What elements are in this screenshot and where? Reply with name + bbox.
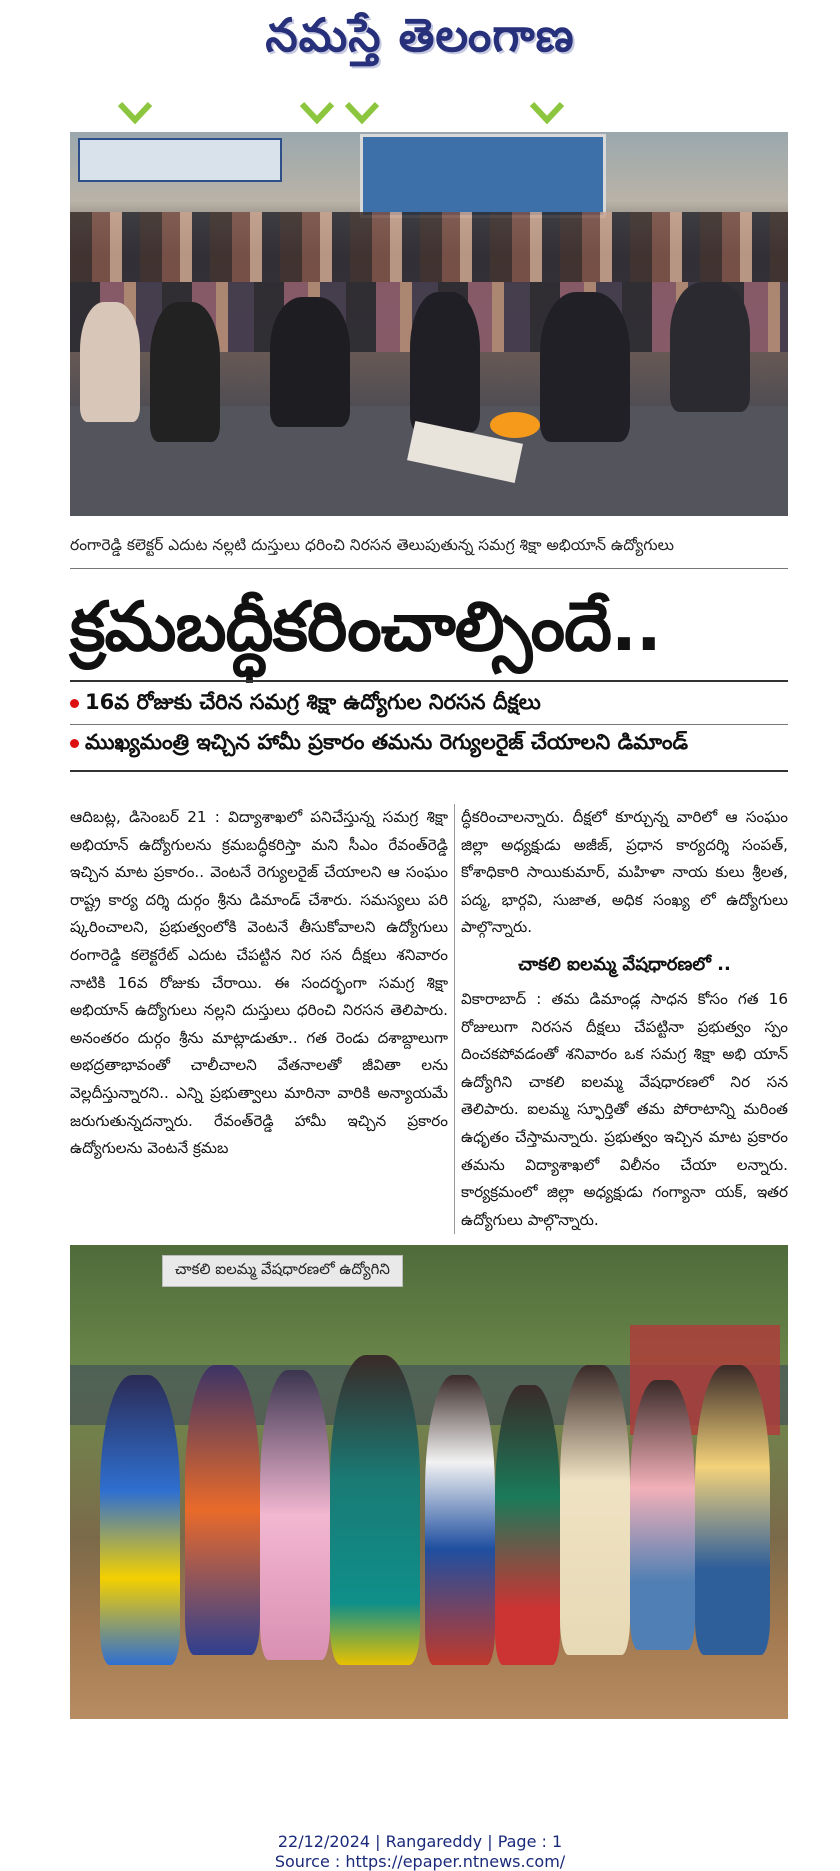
- article-column-2: ద్ధీకరించాలన్నారు. దీక్షలో కూర్చున్న వారిలో ఆ సంఘం జిల్లా అధ్యక్షుడు అజీజ్, ప్రధాన కార్యదర్శి సంపత్, కోశాధికారి సాయికుమార్, మహిళా నాయ కులు శ్రీలత, పద్మ, భార్గవి, సుజాత, అధిక సంఖ్య లో ఉద్యోగులు పాల్గొన్నారు.: [461, 808, 788, 937]
- chevron-decoration-icon: [345, 100, 379, 124]
- masthead-title: నమస్తే తెలంగాణ: [265, 8, 575, 62]
- bullet-dot-icon: [70, 739, 79, 748]
- subheadline-bullet: ముఖ్యమంత్రి ఇచ్చిన హామీ ప్రకారం తమను రెగ్యులరైజ్ చేయాలని డిమాండ్: [70, 730, 788, 760]
- footer-source: Source : https://epaper.ntnews.com/: [274, 1852, 566, 1871]
- chevron-decoration-icon: [300, 100, 334, 124]
- protest-banner-left: [78, 138, 282, 182]
- photo-caption: రంగారెడ్డి కలెక్టర్ ఎదుట నల్లటి దుస్తులు ధరించి నిరసన తెలుపుతున్న సమగ్ర శిక్షా అభియాన్ ఉద్యోగులు: [70, 536, 674, 554]
- photo-inset-caption: చాకలి ఐలమ్మ వేషధారణలో ఉద్యోగిని: [162, 1255, 403, 1287]
- bullet-dot-icon: [70, 699, 79, 708]
- chevron-decoration-icon: [118, 100, 152, 124]
- protest-banner-center: [360, 134, 606, 218]
- protest-photo: [70, 132, 788, 516]
- subheadline-bullet: 16వ రోజుకు చేరిన సమగ్ర శిక్షా ఉద్యోగుల నిరసన దీక్షలు: [70, 690, 788, 720]
- article-column-2-continued: వికారాబాద్ : తమ డిమాండ్ల సాధన కోసం గత 16 రోజులుగా నిరసన దీక్షలు చేపట్టినా ప్రభుత్వం స్పం దించకపోవడంతో శనివారం ఒక సమగ్ర శిక్షా అభి యాన్ ఉద్యోగిని చాకలి ఐలమ్మ వేషధారణలో నిర సన తెలిపారు. ఐలమ్మ స్ఫూర్తితో తమ పోరాటాన్ని మరింత ఉధృతం చేస్తామన్నారు. ప్రభుత్వం ఇచ్చిన మాట ప్రకారం తమను విద్యాశాఖలో విలీనం చేయా లన్నారు. కార్యక్రమంలో జిల్లా అధ్యక్షుడు గంగ్యానా యక్, ఇతర ఉద్యోగులు పాల్గొన్నారు.: [461, 990, 788, 1229]
- chevron-decoration-icon: [530, 100, 564, 124]
- article-column-1: ఆదిబట్ల, డిసెంబర్ 21 : విద్యాశాఖలో పనిచేస్తున్న సమగ్ర శిక్షా అభియాన్ ఉద్యోగులను క్రమబద్ధీకరిస్తా మని సీఎం రేవంత్‌రెడ్డి ఇచ్చిన మాట ప్రకారం.. వెంటనే రెగ్యులరైజ్ చేయాలని ఆ సంఘం రాష్ట్ర కార్య దర్శి దుర్గం శ్రీను డిమాండ్ చేశారు. సమస్యలు పరి ష్కరించాలని, ప్రభుత్వంలోకి వెంటనే తీసుకోవాలని ఉద్యోగులు రంగారెడ్డి కలెక్టరేట్ ఎదుట చేపట్టిన నిర సన దీక్షలు శనివారం నాటికి 16వ రోజుకు చేరాయి. ఈ సందర్భంగా సమగ్ర శిక్షా అభియాన్ ఉద్యోగులు నల్లని దుస్తులు ధరించి నిరసన తెలిపారు. అనంతరం దుర్గం శ్రీను మాట్లాడుతూ.. గత రెండు దశాబ్దాలుగా అభద్రతాభావంతో చాలీచాలని వేతనాలతో జీవితా లను వెల్లదీస్తున్నారని.. ఎన్ని ప్రభుత్వాలు మారినా వారికి అన్యాయమే జరుగుతున్నదన్నారు. రేవంత్‌రెడ్డి హామీ ఇచ్చిన ప్రకారం ఉద్యోగులను వెంటనే క్రమబ: [70, 808, 448, 1158]
- footer-date-edition: 22/12/2024 | Rangareddy | Page : 1: [277, 1832, 563, 1851]
- headline: క్రమబద్ధీకరించాల్సిందే..: [70, 588, 661, 667]
- section-subheading: చాకలి ఐలమ్మ వేషధారణలో ..: [518, 954, 731, 975]
- costume-protest-photo: [70, 1245, 788, 1719]
